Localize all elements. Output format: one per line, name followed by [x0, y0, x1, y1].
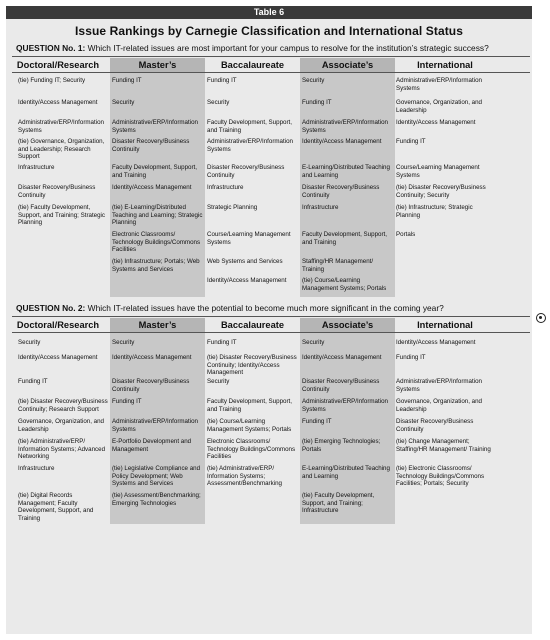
- table-cell-baccalaureate: Security: [207, 99, 230, 106]
- table-cell-baccalaureate: Funding IT: [207, 77, 237, 84]
- q2-column-headers: [6, 318, 532, 332]
- question-2: [16, 303, 526, 314]
- table-cell-baccalaureate: Funding IT: [207, 339, 237, 346]
- table-cell-baccalaureate: Faculty Development, Support, and Training: [207, 398, 292, 413]
- table-cell-associates: Disaster Recovery/Business Continuity: [302, 184, 380, 199]
- table-cell-masters: Security: [112, 339, 135, 346]
- header-international: International: [417, 60, 473, 70]
- table-cell-masters: Disaster Recovery/Business Continuity: [112, 138, 190, 153]
- header-masters: Master’s: [110, 58, 205, 72]
- table-cell-baccalaureate: Identity/Access Management: [207, 277, 287, 284]
- table-cell-doctoral: (tie) Faculty Development, Support, and Training; Strategic Planning: [18, 204, 106, 227]
- table-cell-masters: (tie) Legislative Compliance and Policy Development; Web Systems and Services: [112, 465, 201, 488]
- table-cell-international: Funding IT: [396, 354, 426, 361]
- table-cell-associates: Security: [302, 339, 325, 346]
- table-cell-baccalaureate: Electronic Classrooms/ Technology Buildings/Commons Facilities: [207, 438, 296, 461]
- table-cell-associates: E-Learning/Distributed Teaching and Learning: [302, 465, 390, 480]
- table-cell-international: (tie) Disaster Recovery/Business Continuity; Security: [396, 184, 486, 199]
- table-cell-international: Funding IT: [396, 138, 426, 145]
- table-cell-doctoral: Identity/Access Management: [18, 99, 98, 106]
- table-cell-baccalaureate: (tie) Disaster Recovery/Business Continuity; Identity/Access Management: [207, 354, 297, 377]
- table-cell-associates: Identity/Access Management: [302, 354, 382, 361]
- table-cell-masters: (tie) E-Learning/Distributed Teaching and Learning; Strategic Planning: [112, 204, 203, 227]
- header-baccalaureate: Baccalaureate: [220, 60, 285, 70]
- table-cell-associates: Administrative/ERP/Information Systems: [302, 119, 388, 134]
- table-cell-masters: E-Portfolio Development and Management: [112, 438, 192, 453]
- table-cell-associates: (tie) Faculty Development, Support, and Training; Infrastructure: [302, 492, 375, 515]
- header-doctoral: Doctoral/Research: [16, 320, 100, 330]
- table-cell-masters: Disaster Recovery/Business Continuity: [112, 378, 190, 393]
- table-cell-masters: Faculty Development, Support, and Training: [112, 164, 197, 179]
- table-cell-international: Governance, Organization, and Leadership: [396, 99, 482, 114]
- table-cell-baccalaureate: Security: [207, 378, 230, 385]
- header-international: International: [417, 320, 473, 330]
- divider: [12, 72, 530, 73]
- header-doctoral: Doctoral/Research: [16, 60, 100, 70]
- table-cell-international: Administrative/ERP/Information Systems: [396, 77, 482, 92]
- divider: [12, 316, 530, 317]
- table-cell-doctoral: Governance, Organization, and Leadership: [18, 418, 104, 433]
- question-1-label: QUESTION No. 1:: [16, 43, 86, 53]
- table-cell-doctoral: Security: [18, 339, 41, 346]
- table-cell-associates: (tie) Emerging Technologies; Portals: [302, 438, 381, 453]
- question-1: [16, 43, 526, 54]
- table-cell-doctoral: (tie) Administrative/ERP/ Information Systems; Advanced Networking: [18, 438, 106, 461]
- table-cell-international: Governance, Organization, and Leadership: [396, 398, 482, 413]
- table-cell-baccalaureate: Disaster Recovery/Business Continuity: [207, 164, 285, 179]
- table-cell-doctoral: Infrastructure: [18, 465, 55, 472]
- table-cell-associates: Funding IT: [302, 418, 332, 425]
- table-cell-masters: (tie) Infrastructure; Portals; Web Systems and Services: [112, 258, 200, 273]
- table-cell-associates: Administrative/ERP/Information Systems: [302, 398, 388, 413]
- question-1-text: Which IT-related issues are most important for your campus to resolve for the institution’s strategic success?: [87, 43, 489, 53]
- table-cell-masters: Identity/Access Management: [112, 184, 192, 191]
- table-cell-associates: Security: [302, 77, 325, 84]
- table-cell-masters: (tie) Assessment/Benchmarking; Emerging Technologies: [112, 492, 201, 507]
- table-cell-international: (tie) Change Management; Staffing/HR Management/ Training: [396, 438, 491, 453]
- question-2-label: QUESTION No. 2:: [16, 303, 86, 313]
- table-cell-doctoral: (tie) Disaster Recovery/Business Continuity; Research Support: [18, 398, 108, 413]
- table-cell-international: (tie) Infrastructure; Strategic Planning: [396, 204, 473, 219]
- table-cell-associates: E-Learning/Distributed Teaching and Learning: [302, 164, 390, 179]
- table-cell-international: Identity/Access Management: [396, 339, 476, 346]
- header-associates: Associate’s: [300, 58, 395, 72]
- header-associates: Associate’s: [300, 318, 395, 332]
- table-cell-international: Disaster Recovery/Business Continuity: [396, 418, 474, 433]
- table-cell-doctoral: Administrative/ERP/Information Systems: [18, 119, 104, 134]
- table-cell-associates: (tie) Course/Learning Management Systems; Portals: [302, 277, 387, 292]
- table-cell-doctoral: (tie) Funding IT; Security: [18, 77, 86, 84]
- table-cell-associates: Identity/Access Management: [302, 138, 382, 145]
- table-cell-associates: Faculty Development, Support, and Training: [302, 231, 387, 246]
- table-page: [6, 6, 532, 634]
- table-cell-international: Portals: [396, 231, 416, 238]
- divider: [12, 332, 530, 333]
- header-masters: Master’s: [110, 318, 205, 332]
- page-marker-icon: [536, 313, 546, 323]
- header-baccalaureate: Baccalaureate: [220, 320, 285, 330]
- table-cell-associates: Staffing/HR Management/ Training: [302, 258, 374, 273]
- table-cell-masters: Electronic Classrooms/ Technology Buildings/Commons Facilities: [112, 231, 201, 254]
- table-cell-baccalaureate: Faculty Development, Support, and Training: [207, 119, 292, 134]
- table-cell-masters: Security: [112, 99, 135, 106]
- table-cell-masters: Funding IT: [112, 77, 142, 84]
- table-cell-international: Administrative/ERP/Information Systems: [396, 378, 482, 393]
- table-cell-associates: Disaster Recovery/Business Continuity: [302, 378, 380, 393]
- table-cell-baccalaureate: Course/Learning Management Systems: [207, 231, 291, 246]
- table-cell-doctoral: (tie) Digital Records Management; Faculty Development, Support, and Training: [18, 492, 94, 522]
- table-cell-doctoral: Funding IT: [18, 378, 48, 385]
- table-cell-baccalaureate: Web Systems and Services: [207, 258, 283, 265]
- table-cell-masters: Funding IT: [112, 398, 142, 405]
- table-cell-masters: Administrative/ERP/Information Systems: [112, 119, 198, 134]
- table-cell-baccalaureate: Infrastructure: [207, 184, 244, 191]
- table-cell-associates: Funding IT: [302, 99, 332, 106]
- table-cell-masters: Administrative/ERP/Information Systems: [112, 418, 198, 433]
- table-cell-international: (tie) Electronic Classrooms/ Technology Buildings/Commons Facilities; Portals; Security: [396, 465, 485, 488]
- question-2-text: Which IT-related issues have the potential to become much more significant in the coming year?: [87, 303, 444, 313]
- table-cell-doctoral: Identity/Access Management: [18, 354, 98, 361]
- table-cell-doctoral: Infrastructure: [18, 164, 55, 171]
- divider: [12, 56, 530, 57]
- table-cell-associates: Infrastructure: [302, 204, 339, 211]
- table-cell-international: Identity/Access Management: [396, 119, 476, 126]
- table-title: Issue Rankings by Carnegie Classification and International Status: [74, 24, 464, 38]
- table-cell-doctoral: (tie) Governance, Organization, and Leadership; Research Support: [18, 138, 105, 161]
- table-cell-baccalaureate: (tie) Administrative/ERP/ Information Systems; Assessment/Benchmarking: [207, 465, 282, 488]
- table-cell-baccalaureate: Administrative/ERP/Information Systems: [207, 138, 293, 153]
- q1-column-headers: [6, 58, 532, 72]
- table-cell-international: Course/Learning Management Systems: [396, 164, 480, 179]
- table-number: Table 6: [6, 6, 532, 19]
- table-cell-baccalaureate: (tie) Course/Learning Management Systems; Portals: [207, 418, 292, 433]
- table-cell-masters: Identity/Access Management: [112, 354, 192, 361]
- table-cell-baccalaureate: Strategic Planning: [207, 204, 258, 211]
- table-cell-doctoral: Disaster Recovery/Business Continuity: [18, 184, 96, 199]
